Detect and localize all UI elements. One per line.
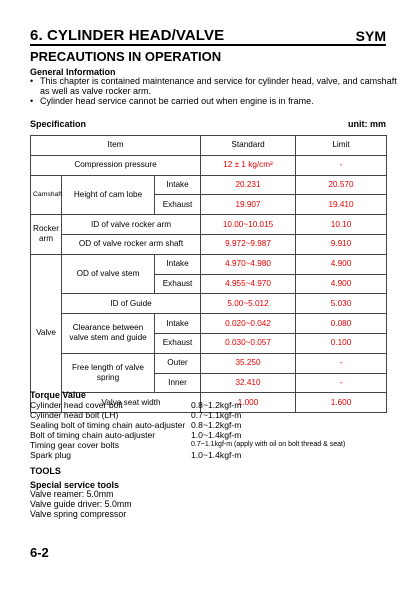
guide-id-standard: 5.00~5.012 bbox=[201, 294, 296, 314]
cam-lobe-item: Height of cam lobe bbox=[62, 175, 155, 215]
specification-unit: unit: mm bbox=[348, 119, 386, 129]
page-number: 6-2 bbox=[30, 545, 49, 560]
clearance-intake-standard: 0.020~0.042 bbox=[201, 314, 296, 334]
clearance-exhaust-label: Exhaust bbox=[155, 333, 201, 353]
rocker-od-standard: 9.972~9.987 bbox=[201, 234, 296, 254]
specification-label: Specification bbox=[30, 119, 87, 129]
header-item: Item bbox=[31, 136, 201, 156]
table-row bbox=[31, 353, 387, 373]
torque-value-list bbox=[30, 400, 390, 460]
spring-outer-label: Outer bbox=[155, 353, 201, 373]
camshaft-group: Camshaft bbox=[31, 175, 62, 215]
spring-inner-limit: - bbox=[296, 373, 387, 393]
cam-intake-limit: 20.570 bbox=[296, 175, 387, 195]
torque-item-name: Cylinder head bolt (LH) bbox=[30, 410, 119, 420]
general-info-heading: General Information bbox=[30, 67, 116, 77]
torque-item-value: 0.8~1.2kgf-m bbox=[191, 420, 242, 430]
rocker-od-name: OD of valve rocker arm shaft bbox=[62, 234, 201, 254]
table-row bbox=[31, 234, 387, 254]
torque-item-name: Bolt of timing chain auto-adjuster bbox=[30, 430, 156, 440]
spring-inner-standard: 32.410 bbox=[201, 373, 296, 393]
stem-exhaust-label: Exhaust bbox=[155, 274, 201, 294]
valve-stem-item: OD of valve stem bbox=[62, 254, 155, 294]
seat-width-standard: 1.000 bbox=[201, 393, 296, 413]
section-title: PRECAUTIONS IN OPERATION bbox=[30, 49, 222, 64]
chapter-title: 6. CYLINDER HEAD/VALVE bbox=[30, 27, 225, 44]
table-row bbox=[31, 294, 387, 314]
list-item bbox=[30, 440, 390, 450]
clearance-item: Clearance between valve stem and guide bbox=[62, 314, 155, 354]
torque-item-value: 0.7~1.1kgf-m (apply with oil on bolt thread & seat) bbox=[191, 441, 346, 448]
rocker-id-name: ID of valve rocker arm bbox=[62, 215, 201, 235]
table-row bbox=[31, 215, 387, 235]
rocker-group: Rocker arm bbox=[31, 215, 62, 255]
compression-limit: - bbox=[296, 155, 387, 175]
tool-list bbox=[30, 489, 132, 519]
spring-outer-standard: 35.250 bbox=[201, 353, 296, 373]
torque-item-name: Cylinder head cover bolt bbox=[30, 400, 123, 410]
spring-inner-label: Inner bbox=[155, 373, 201, 393]
table-header-row bbox=[31, 136, 387, 156]
cam-intake-standard: 20.231 bbox=[201, 175, 296, 195]
cam-exhaust-standard: 19.907 bbox=[201, 195, 296, 215]
table-row bbox=[31, 175, 387, 195]
torque-item-value: 0.7~1.1kgf-m bbox=[191, 410, 242, 420]
stem-exhaust-standard: 4.955~4.970 bbox=[201, 274, 296, 294]
tools-heading: TOOLS bbox=[30, 466, 61, 476]
compression-standard: 12 ± 1 kg/cm² bbox=[201, 155, 296, 175]
seat-width-limit: 1.600 bbox=[296, 393, 387, 413]
valve-group: Valve bbox=[31, 254, 62, 412]
table-row bbox=[31, 254, 387, 274]
guide-id-limit: 5.030 bbox=[296, 294, 387, 314]
cam-exhaust-limit: 19.410 bbox=[296, 195, 387, 215]
brand-label: SYM bbox=[355, 28, 386, 44]
guide-id-name: ID of Guide bbox=[62, 294, 201, 314]
list-item: Valve guide driver: 5.0mm bbox=[30, 499, 132, 509]
clearance-intake-label: Intake bbox=[155, 314, 201, 334]
header-limit: Limit bbox=[296, 136, 387, 156]
stem-intake-label: Intake bbox=[155, 254, 201, 274]
torque-value-heading: Torque Value bbox=[30, 390, 86, 400]
rocker-od-limit: 9.910 bbox=[296, 234, 387, 254]
list-item: Valve reamer: 5.0mm bbox=[30, 489, 114, 499]
list-item bbox=[30, 410, 390, 420]
list-item: Valve spring compressor bbox=[30, 509, 127, 519]
specification-heading-row bbox=[30, 119, 386, 131]
rocker-id-limit: 10.10 bbox=[296, 215, 387, 235]
general-info-bullet-2: Cylinder head service cannot be carried out when engine is in frame. bbox=[40, 96, 314, 106]
clearance-intake-limit: 0.080 bbox=[296, 314, 387, 334]
cam-exhaust-label: Exhaust bbox=[155, 195, 201, 215]
torque-item-value: 1.0~1.4kgf-m bbox=[191, 430, 242, 440]
header-standard: Standard bbox=[201, 136, 296, 156]
general-info-bullet-1-line-1: This chapter is contained maintenance and service for cylinder head, valve, and camshaft bbox=[40, 76, 397, 86]
list-item bbox=[30, 400, 390, 410]
seat-width-name: Valve seat width bbox=[62, 393, 201, 413]
general-info-bullet-1-line-2: as well as valve rocker arm. bbox=[40, 86, 152, 96]
clearance-exhaust-limit: 0.100 bbox=[296, 333, 387, 353]
header-divider bbox=[30, 44, 386, 46]
torque-item-value: 1.0~1.4kgf-m bbox=[191, 450, 242, 460]
cam-intake-label: Intake bbox=[155, 175, 201, 195]
specification-table bbox=[30, 135, 387, 413]
stem-exhaust-limit: 4.900 bbox=[296, 274, 387, 294]
rocker-id-standard: 10.00~10.015 bbox=[201, 215, 296, 235]
torque-item-value: 0.8~1.2kgf-m bbox=[191, 400, 242, 410]
torque-item-name: Spark plug bbox=[30, 450, 72, 460]
compression-name: Compression pressure bbox=[31, 155, 201, 175]
torque-item-name: Sealing bolt of timing chain auto-adjuster bbox=[30, 420, 186, 430]
list-item bbox=[30, 450, 390, 460]
stem-intake-limit: 4.900 bbox=[296, 254, 387, 274]
table-row bbox=[31, 155, 387, 175]
list-item bbox=[30, 430, 390, 440]
bullet-icon: • bbox=[30, 96, 34, 106]
table-row bbox=[31, 314, 387, 334]
spring-item: Free length of valve spring bbox=[62, 353, 155, 393]
list-item bbox=[30, 420, 390, 430]
bullet-icon: • bbox=[30, 76, 34, 86]
torque-item-name: Timing gear cover bolts bbox=[30, 440, 119, 450]
spring-outer-limit: - bbox=[296, 353, 387, 373]
clearance-exhaust-standard: 0.030~0.057 bbox=[201, 333, 296, 353]
special-tools-heading: Special service tools bbox=[30, 480, 120, 490]
stem-intake-standard: 4.970~4.980 bbox=[201, 254, 296, 274]
